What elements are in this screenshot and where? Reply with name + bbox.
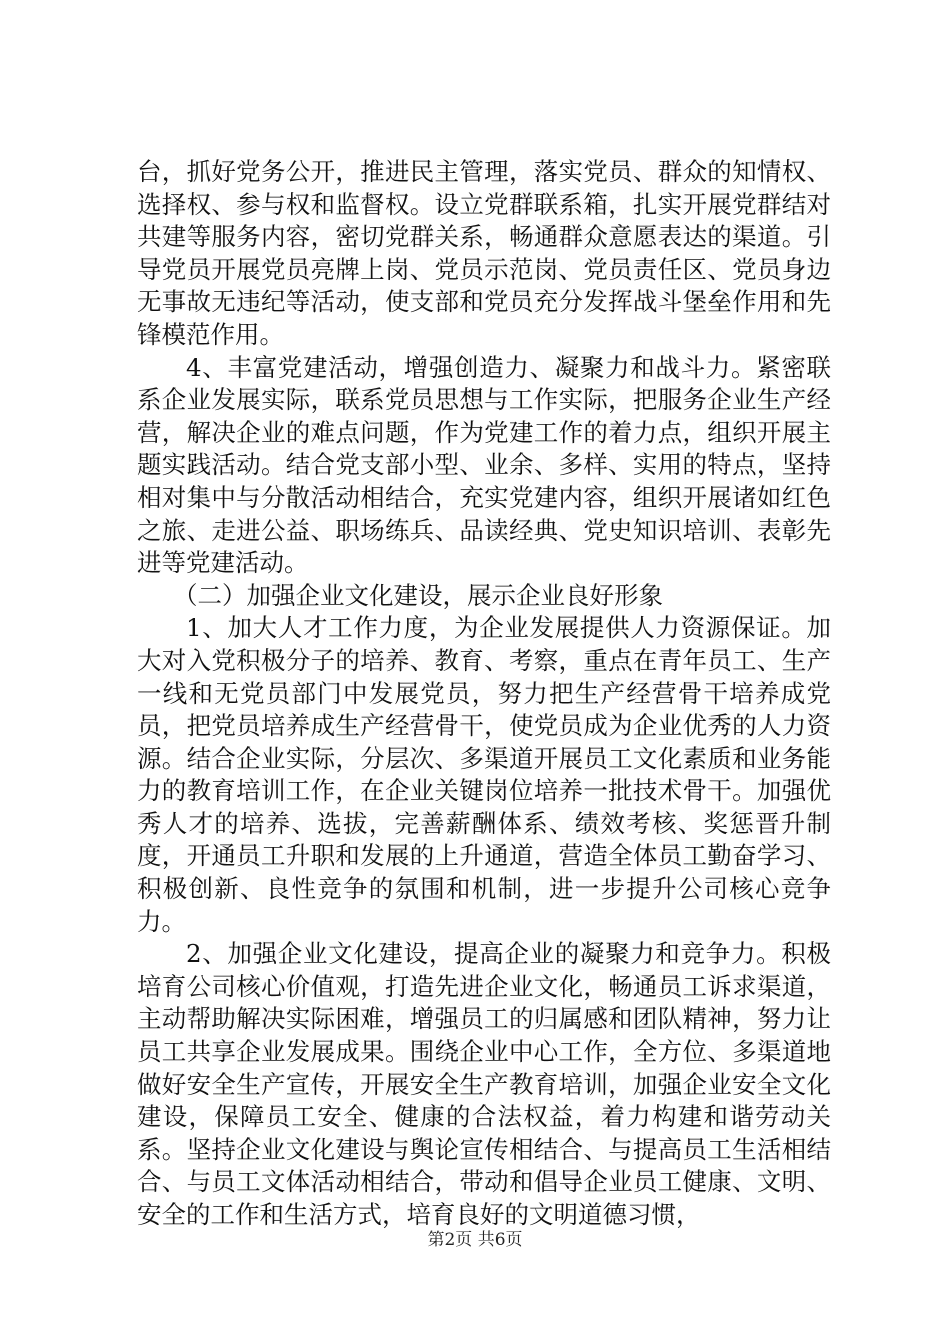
- paragraph-item-4: 4、丰富党建活动，增强创造力、凝聚力和战斗力。紧密联系企业发展实际，联系党员思想与工作实际，把服务企业生产经营，解决企业的难点问题，作为党建工作的着力点，组织开展主题实践活动。结合党支部小型、业余、多样、实用的特点，坚持相对集中与分散活动相结合，充实党建内容，组织开展诸如红色之旅、走进公益、职场练兵、品读经典、党史知识培训、表彰先进等党建活动。: [137, 352, 831, 578]
- paragraph-item-2: 2、加强企业文化建设，提高企业的凝聚力和竞争力。积极培育公司核心价值观，打造先进企业文化，畅通员工诉求渠道，主动帮助解决实际困难，增强员工的归属感和团队精神，努力让员工共享企业发展成果。围绕企业中心工作，全方位、多渠道地做好安全生产宣传，开展安全生产教育培训，加强企业安全文化建设，保障员工安全、健康的合法权益，着力构建和谐劳动关系。坚持企业文化建设与舆论宣传相结合、与提高员工生活相结合、与员工文体活动相结合，带动和倡导企业员工健康、文明、安全的工作和生活方式，培育良好的文明道德习惯，: [137, 939, 831, 1229]
- section-heading: （二）加强企业文化建设，展示企业良好形象: [173, 580, 663, 610]
- paragraph-continuation: 台，抓好党务公开，推进民主管理，落实党员、群众的知情权、选择权、参与权和监督权。设立党群联系箱，扎实开展党群结对共建等服务内容，密切党群关系，畅通群众意愿表达的渠道。引导党员开展党员亮牌上岗、党员示范岗、党员责任区、党员身边无事故无违纪等活动，使支部和党员充分发挥战斗堡垒作用和先锋模范作用。: [137, 157, 831, 349]
- paragraph-item-1: 1、加大人才工作力度，为企业发展提供人力资源保证。加大对入党积极分子的培养、教育、考察，重点在青年员工、生产一线和无党员部门中发展党员，努力把生产经营骨干培养成党员，把党员培养成生产经营骨干，使党员成为企业优秀的人力资源。结合企业实际，分层次、多渠道开展员工文化素质和业务能力的教育培训工作，在企业关键岗位培养一批技术骨干。加强优秀人才的培养、选拔，完善薪酬体系、绩效考核、奖惩晋升制度，开通员工升职和发展的上升通道，营造全体员工勤奋学习、积极创新、良性竞争的氛围和机制，进一步提升公司核心竞争力。: [137, 613, 831, 936]
- page-number-footer: 第2页 共6页: [427, 1230, 523, 1250]
- document-body: [137, 156, 831, 1232]
